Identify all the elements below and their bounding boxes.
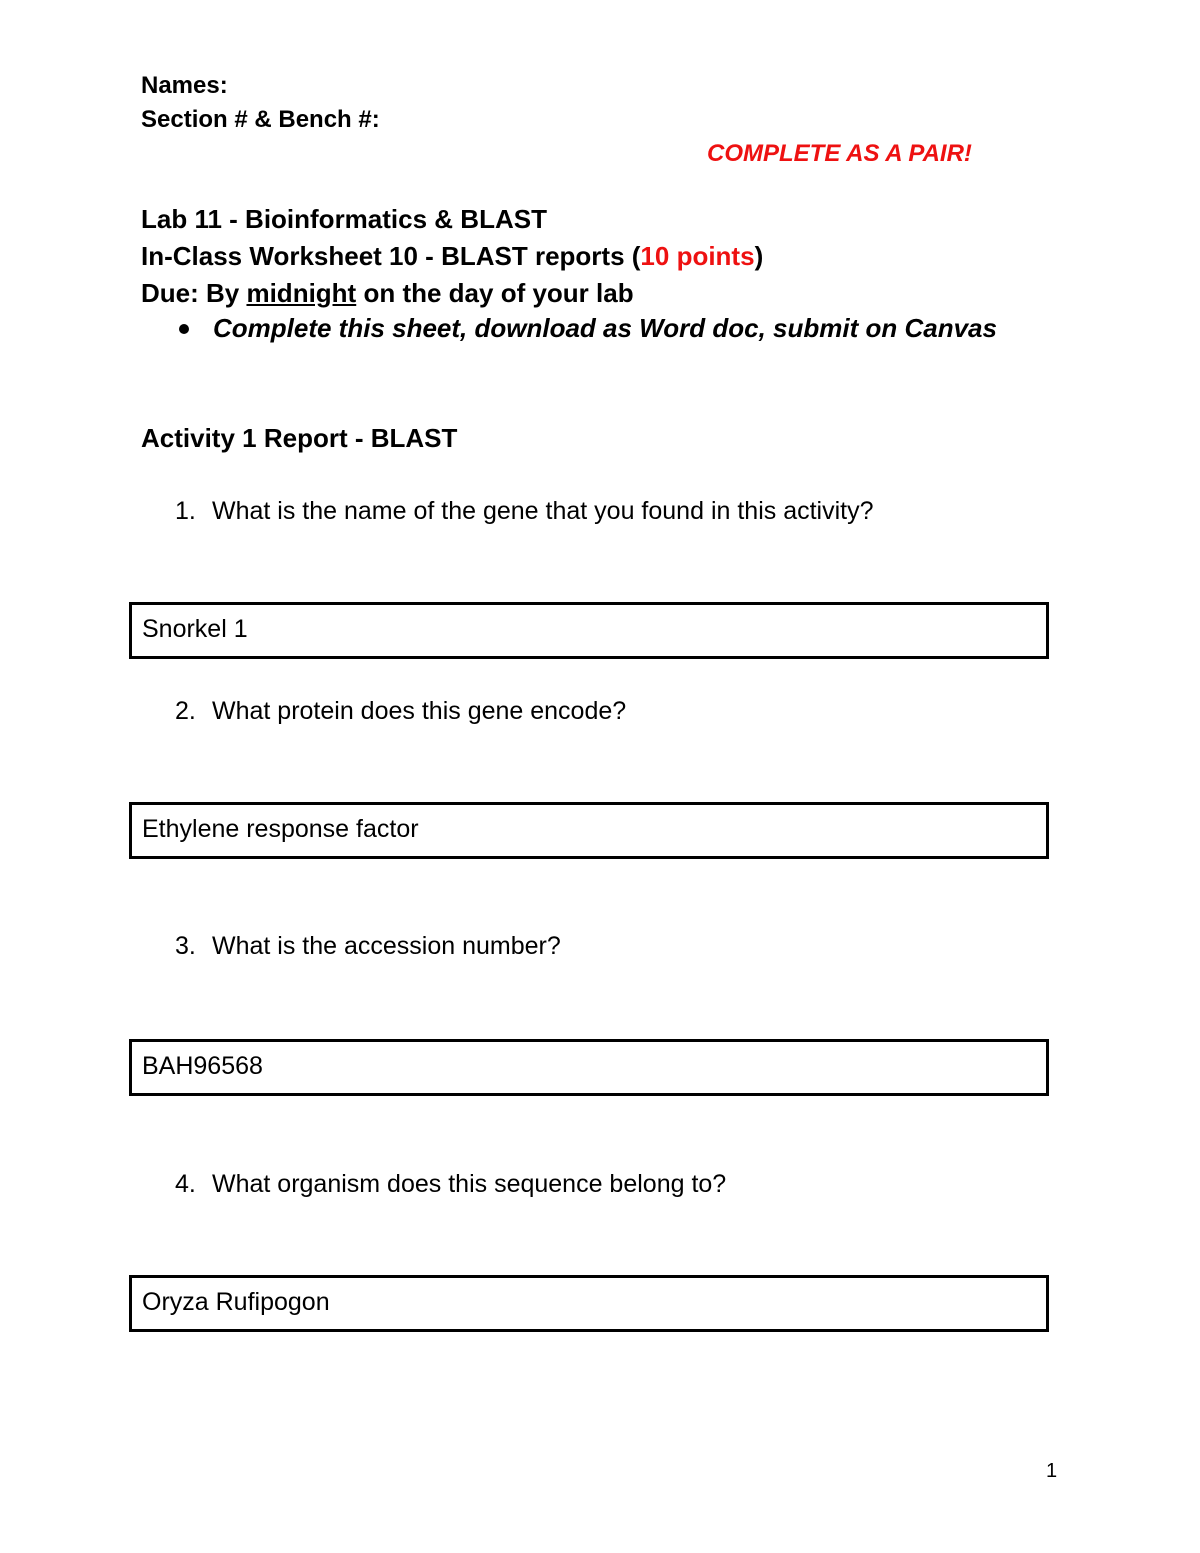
answer-text-3: BAH96568 xyxy=(142,1052,263,1080)
question-number-4: 4. xyxy=(175,1170,196,1198)
worksheet-title-prefix: In-Class Worksheet 10 - BLAST reports ( xyxy=(141,241,641,271)
answer-box-4[interactable] xyxy=(129,1275,1049,1332)
due-emphasis: midnight xyxy=(246,278,357,308)
question-text-4: What organism does this sequence belong to? xyxy=(212,1170,727,1198)
question-text-2: What protein does this gene encode? xyxy=(212,697,627,725)
question-number-3: 3. xyxy=(175,932,196,960)
lab-title: Lab 11 - Bioinformatics & BLAST xyxy=(141,204,547,234)
submission-instruction: Complete this sheet, download as Word doc, submit on Canvas xyxy=(213,313,997,343)
names-label: Names: xyxy=(141,72,228,99)
activity-heading: Activity 1 Report - BLAST xyxy=(141,423,458,453)
worksheet-points: 10 points xyxy=(640,241,755,271)
bullet-dot-icon xyxy=(179,324,189,334)
answer-box-1[interactable] xyxy=(129,602,1049,659)
answer-text-4: Oryza Rufipogon xyxy=(142,1288,330,1316)
answer-box-3[interactable] xyxy=(129,1039,1049,1096)
question-number-2: 2. xyxy=(175,697,196,725)
question-text-1: What is the name of the gene that you found in this activity? xyxy=(212,497,874,525)
page-number: 1 xyxy=(1046,1460,1058,1482)
question-text-3: What is the accession number? xyxy=(212,932,561,960)
worksheet-title xyxy=(141,241,763,272)
due-suffix: on the day of your lab xyxy=(356,278,634,308)
answer-box-2[interactable] xyxy=(129,802,1049,859)
section-bench-label: Section # & Bench #: xyxy=(141,106,380,133)
question-number-1: 1. xyxy=(175,497,196,525)
worksheet-title-suffix: ) xyxy=(754,241,764,271)
answer-text-2: Ethylene response factor xyxy=(142,815,419,843)
answer-text-1: Snorkel 1 xyxy=(142,615,248,643)
due-prefix: Due: By xyxy=(141,278,247,308)
due-line xyxy=(141,278,634,309)
pair-notice: COMPLETE AS A PAIR! xyxy=(707,140,972,167)
